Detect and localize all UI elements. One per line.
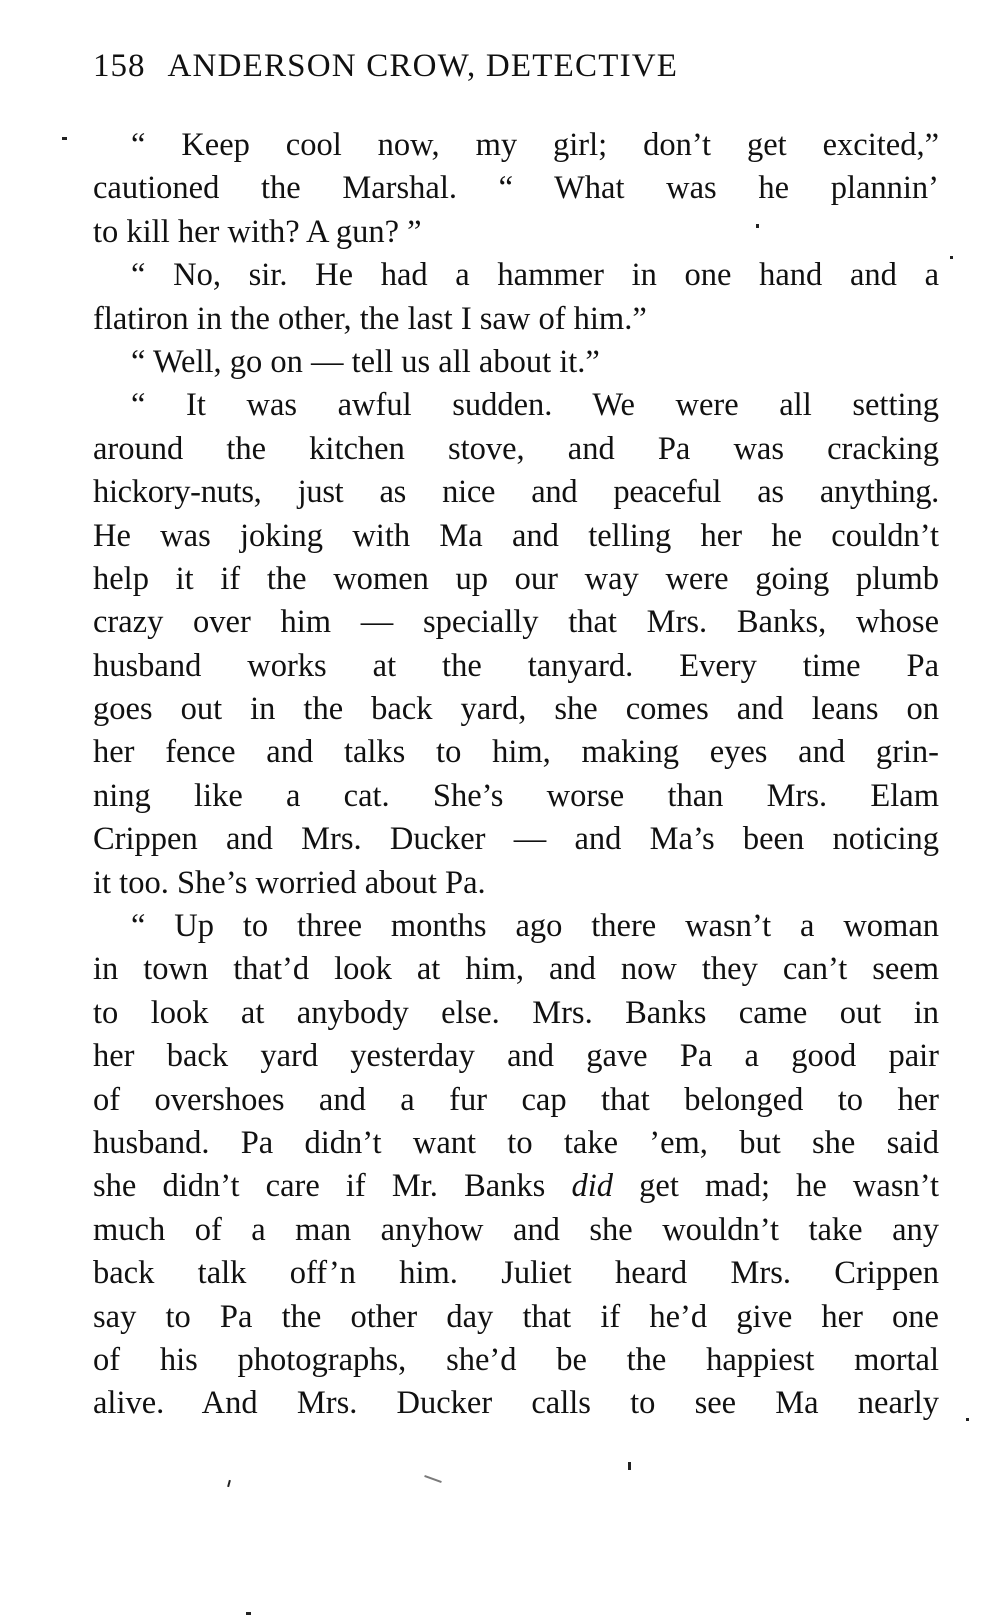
text-line: to kill her with? A gun? ” — [93, 213, 422, 250]
text-line: alive. And Mrs. Ducker calls to see Ma nearly — [93, 1385, 939, 1422]
ink-speck — [227, 1480, 231, 1487]
text-line: “ It was awful sudden. We were all setting — [131, 387, 939, 424]
body-text — [93, 124, 939, 1426]
running-header — [93, 46, 939, 86]
text-line: around the kitchen stove, and Pa was cracking — [93, 430, 939, 467]
running-title: ANDERSON CROW, DETECTIVE — [167, 48, 679, 84]
text-line: help it if the women up our way were going plumb — [93, 560, 939, 597]
italic-word: did — [571, 1168, 613, 1205]
text-line: of his photographs, she’d be the happiest mortal — [93, 1341, 939, 1378]
text-line: back talk off’n him. Juliet heard Mrs. Crippen — [93, 1255, 939, 1292]
text-line: of overshoes and a fur cap that belonged to her — [93, 1081, 939, 1118]
text-line: flatiron in the other, the last I saw of him.” — [93, 300, 647, 337]
page-number: 158 — [93, 48, 146, 84]
text-line: it too. She’s worried about Pa. — [93, 864, 486, 901]
text-line: Crippen and Mrs. Ducker — and Ma’s been noticing — [93, 821, 939, 858]
text-line: ning like a cat. She’s worse than Mrs. Elam — [93, 777, 939, 814]
ink-speck — [628, 1462, 631, 1470]
text-line: say to Pa the other day that if he’d give her one — [93, 1298, 939, 1335]
ink-speck — [756, 224, 759, 228]
text-line: “ Well, go on — tell us all about it.” — [131, 343, 600, 380]
text-line-with-italic — [93, 1165, 939, 1208]
text-line: hickory-nuts, just as nice and peaceful as anything. — [93, 474, 939, 511]
text-line: much of a man anyhow and she wouldn’t take any — [93, 1211, 939, 1248]
text-line: her back yard yesterday and gave Pa a good pair — [93, 1038, 939, 1075]
text-line: goes out in the back yard, she comes and leans on — [93, 691, 939, 728]
ink-speck — [966, 1418, 969, 1421]
text-line: husband. Pa didn’t want to take ’em, but she said — [93, 1124, 939, 1161]
ink-speck — [62, 137, 67, 140]
ink-speck — [424, 1475, 442, 1483]
text-run: get mad; he wasn’t — [613, 1168, 939, 1205]
text-line: her fence and talks to him, making eyes and grin- — [93, 734, 939, 771]
ink-speck — [246, 1612, 251, 1615]
text-line: He was joking with Ma and telling her he couldn’t — [93, 517, 939, 554]
text-line: crazy over him — specially that Mrs. Banks, whose — [93, 604, 939, 641]
text-line: in town that’d look at him, and now they can’t seem — [93, 951, 939, 988]
book-page — [93, 46, 939, 1426]
text-line: “ Up to three months ago there wasn’t a woman — [131, 908, 939, 945]
text-line: to look at anybody else. Mrs. Banks came out in — [93, 994, 939, 1031]
ink-speck — [950, 256, 953, 259]
text-run: she didn’t care if Mr. Banks — [93, 1168, 572, 1205]
text-line: cautioned the Marshal. “ What was he plannin’ — [93, 170, 939, 207]
text-line: “ Keep cool now, my girl; don’t get excited,” — [131, 127, 939, 163]
text-line: “ No, sir. He had a hammer in one hand and a — [131, 257, 939, 294]
text-line: husband works at the tanyard. Every time Pa — [93, 647, 939, 684]
